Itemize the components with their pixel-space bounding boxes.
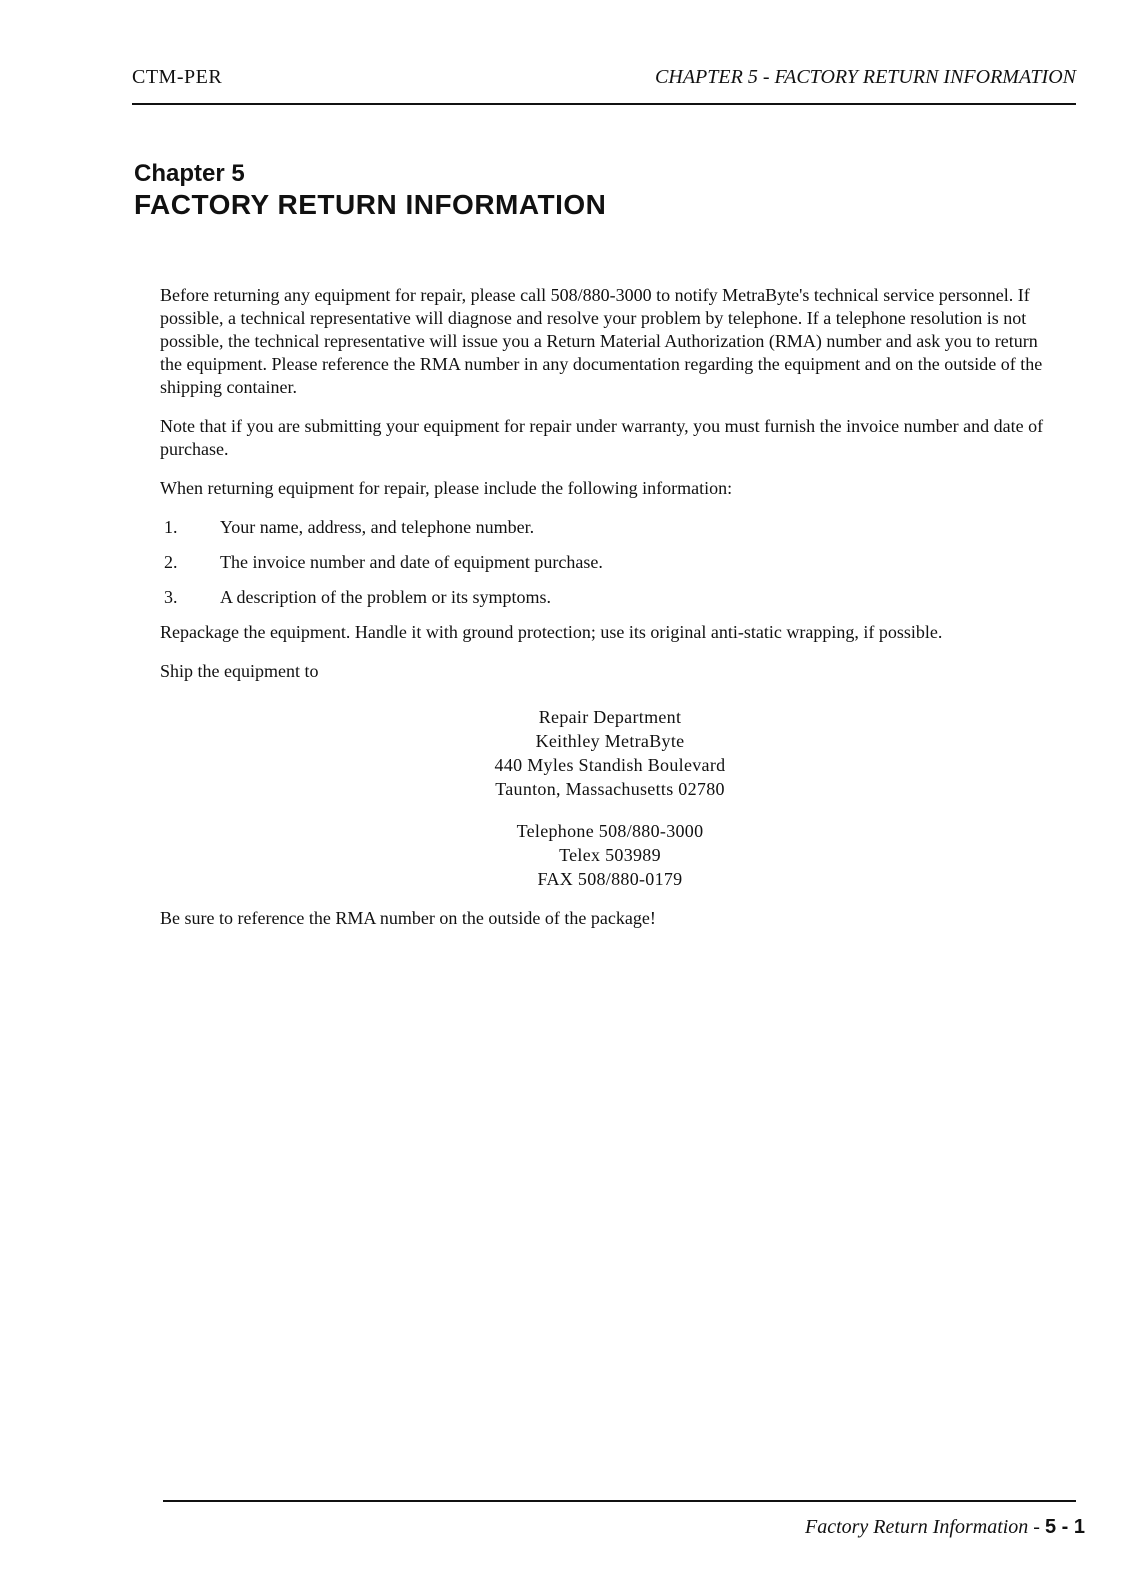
footer-rule — [163, 1500, 1076, 1502]
address-line-department: Repair Department — [538, 707, 682, 727]
body-content — [160, 284, 1060, 946]
header-chapter-title: CHAPTER 5 - FACTORY RETURN INFORMATION — [655, 66, 1076, 88]
list-item-number: 1. — [164, 517, 178, 537]
header-rule — [132, 103, 1076, 105]
page-number: 5 - 1 — [1044, 1516, 1085, 1538]
paragraph-intro: Before returning any equipment for repair, please call 508/880-3000 to notify MetraByte's technical service personnel. If possible, a technical representative will diagnose and resolve your problem by telephone. If a telephone resolution is not possible, the technical representative will issue you a Return Material Authorization (RMA) number and ask you to return the equipment. Please reference the RMA number in any documentation regarding the equipment and on the outside of the shipping container. — [160, 285, 1043, 397]
shipping-address — [160, 705, 1060, 891]
contact-fax: FAX 508/880-0179 — [537, 869, 683, 889]
list-item-text: A description of the problem or its symptoms. — [220, 587, 551, 607]
list-item-text: Your name, address, and telephone number. — [220, 517, 535, 537]
list-item-number: 2. — [164, 552, 178, 572]
paragraph-ship-to: Ship the equipment to — [160, 661, 319, 681]
footer-section-title: Factory Return Information - — [805, 1516, 1045, 1538]
page-footer — [805, 1516, 1085, 1539]
contact-telex: Telex 503989 — [559, 845, 661, 865]
paragraph-warranty-note: Note that if you are submitting your equipment for repair under warranty, you must furnish the invoice number and date of purchase. — [160, 416, 1044, 459]
paragraph-repackage: Repackage the equipment. Handle it with ground protection; use its original anti-static wrapping, if possible. — [160, 622, 943, 642]
list-item — [160, 551, 1060, 574]
chapter-title: FACTORY RETURN INFORMATION — [134, 189, 607, 220]
list-item-number: 3. — [164, 587, 178, 607]
address-line-street: 440 Myles Standish Boulevard — [494, 755, 726, 775]
list-item — [160, 516, 1060, 539]
running-header — [132, 66, 1076, 94]
header-manual-id: CTM-PER — [132, 66, 223, 88]
contact-info — [160, 819, 1060, 891]
address-line-city: Taunton, Massachusetts 02780 — [495, 779, 725, 799]
contact-telephone: Telephone 508/880-3000 — [516, 821, 704, 841]
chapter-heading — [134, 160, 606, 222]
paragraph-rma-reminder: Be sure to reference the RMA number on the outside of the package! — [160, 908, 656, 928]
info-list — [160, 516, 1060, 609]
chapter-label: Chapter 5 — [134, 160, 245, 187]
address-line-company: Keithley MetraByte — [535, 731, 685, 751]
list-item-text: The invoice number and date of equipment purchase. — [220, 552, 603, 572]
list-item — [160, 586, 1060, 609]
paragraph-include-info: When returning equipment for repair, please include the following information: — [160, 478, 733, 498]
